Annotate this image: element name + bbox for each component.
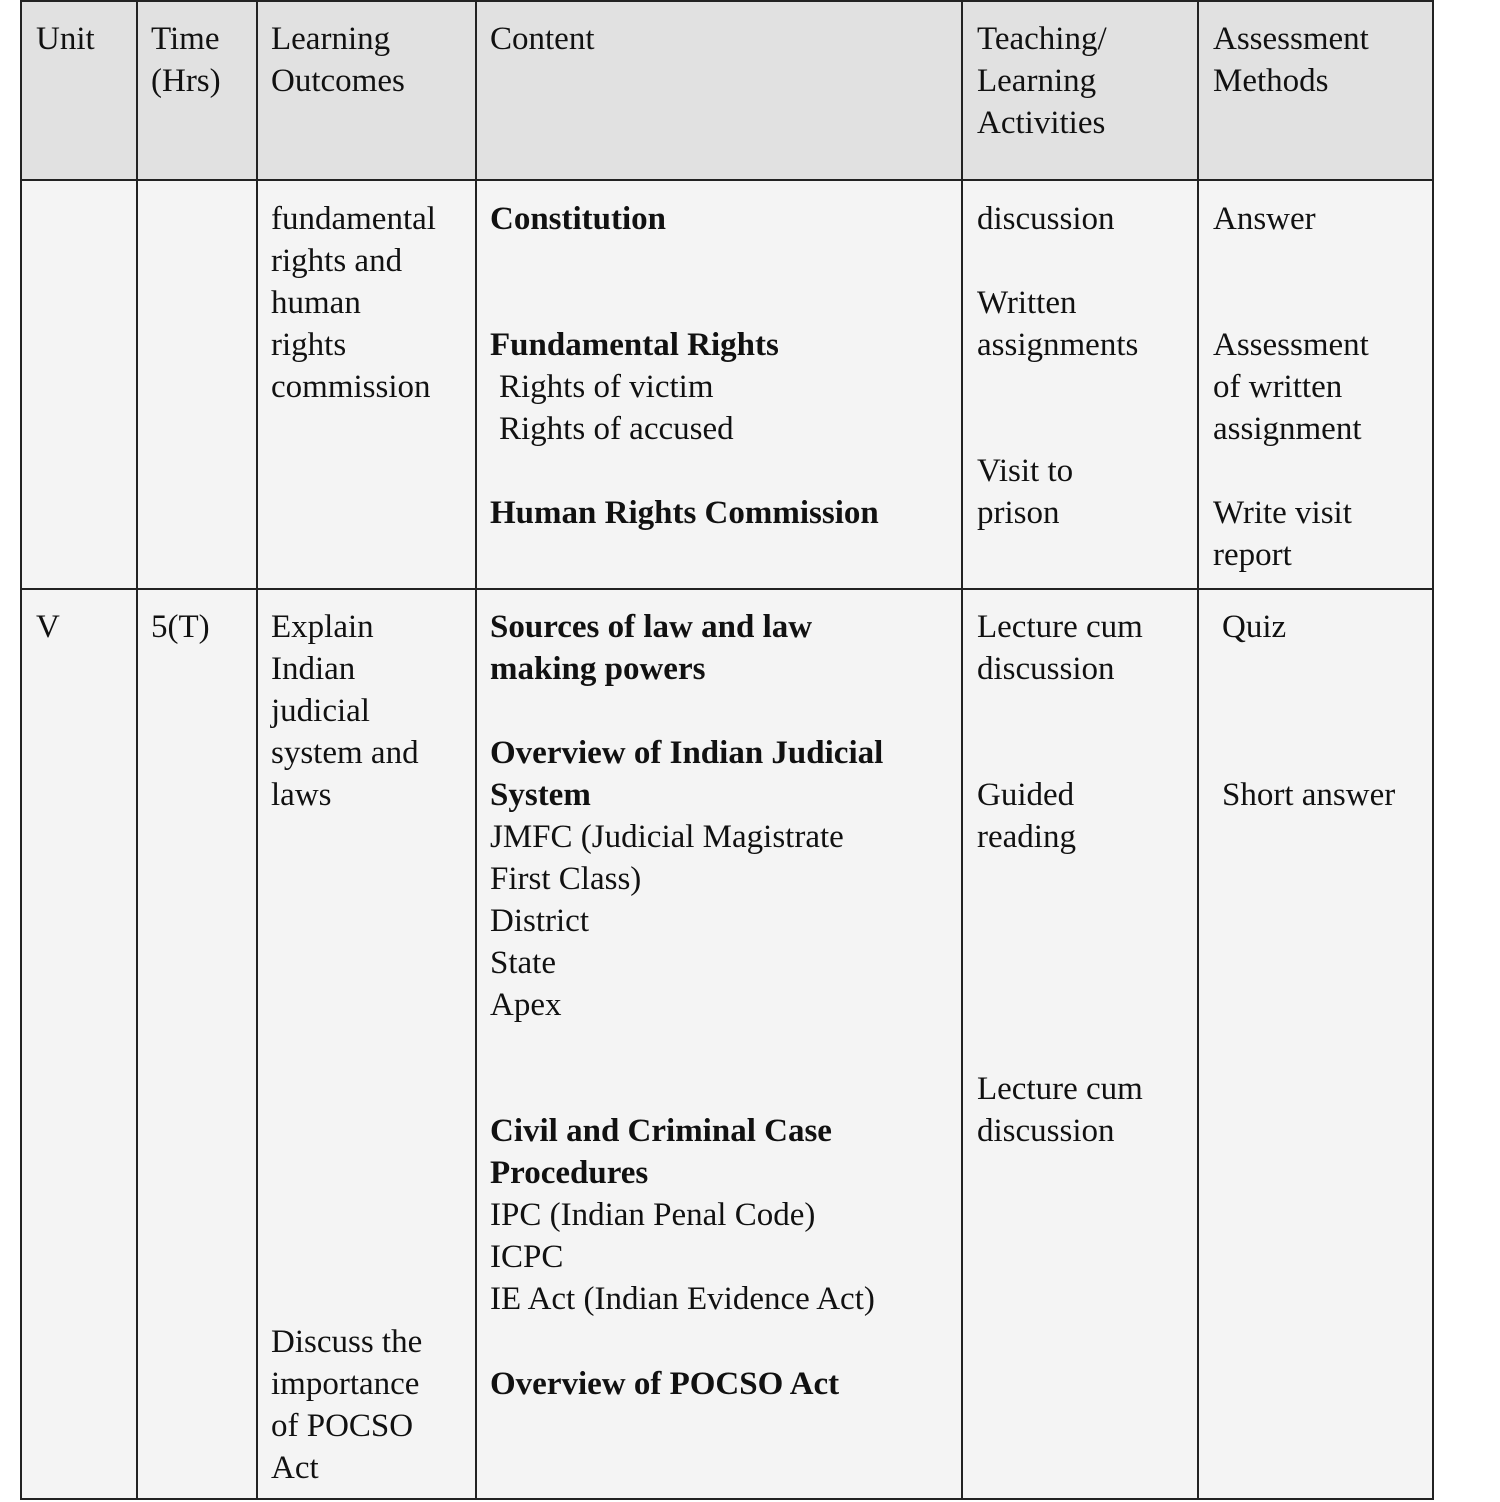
assessment-line: Assessment — [1213, 327, 1369, 363]
assessment-line: Quiz — [1222, 609, 1287, 645]
header-learning-outcomes — [271, 18, 405, 102]
outcome-line: human — [271, 285, 361, 321]
activity-line: Visit to — [977, 453, 1074, 489]
activity-line: discussion — [977, 651, 1115, 687]
header-activities-line: Learning — [977, 63, 1097, 99]
content-item: District — [490, 903, 589, 939]
header-activities-line: Teaching/ — [977, 21, 1107, 57]
row1-content-commission — [490, 492, 879, 534]
unit-value: V — [36, 609, 60, 645]
row1-activity-written — [977, 282, 1138, 366]
header-content — [490, 18, 595, 60]
activity-line: reading — [977, 819, 1076, 855]
row-divider — [22, 179, 1432, 181]
activity-line: Guided — [977, 777, 1075, 813]
row1-assessment-written — [1213, 324, 1369, 450]
activity-line: Lecture cum — [977, 1071, 1143, 1107]
assessment-line: assignment — [1213, 411, 1362, 447]
content-item: IE Act (Indian Evidence Act) — [490, 1281, 875, 1317]
column-divider — [961, 2, 963, 1498]
content-heading-judicial-system: System — [490, 777, 591, 813]
header-assessment-methods — [1213, 18, 1369, 102]
row1-learning-outcomes — [271, 198, 436, 408]
outcome-line: of POCSO — [271, 1408, 414, 1444]
header-time-line: Time — [151, 21, 220, 57]
outcome-line: commission — [271, 369, 431, 405]
row2-content-judicial — [490, 732, 883, 1026]
column-divider — [475, 2, 477, 1498]
row2-activity-lecture-2 — [977, 1068, 1143, 1152]
row-divider — [22, 588, 1432, 590]
outcome-line: Explain — [271, 609, 374, 645]
header-unit — [36, 18, 95, 60]
outcome-line: system and — [271, 735, 419, 771]
header-assessment-line: Assessment — [1213, 21, 1369, 57]
activity-line: assignments — [977, 327, 1139, 363]
column-divider — [136, 2, 138, 1498]
header-outcomes-line: Outcomes — [271, 63, 405, 99]
content-item: ICPC — [490, 1239, 564, 1275]
header-unit-text: Unit — [36, 21, 95, 57]
header-time-line: (Hrs) — [151, 63, 221, 99]
assessment-line: Answer — [1213, 201, 1316, 237]
header-outcomes-line: Learning — [271, 21, 391, 57]
outcome-line: Discuss the — [271, 1324, 423, 1360]
row2-activity-guided-reading — [977, 774, 1076, 858]
row1-content — [490, 198, 666, 240]
row1-content-rights — [490, 324, 779, 450]
content-item: JMFC (Judicial Magistrate — [490, 819, 844, 855]
content-heading-case-procedures: Civil and Criminal Case — [490, 1113, 832, 1149]
content-heading-constitution: Constitution — [490, 201, 667, 237]
assessment-line: of written — [1213, 369, 1343, 405]
row1-activity-discussion — [977, 198, 1115, 240]
content-heading-pocso: Overview of POCSO Act — [490, 1366, 840, 1402]
header-time — [151, 18, 221, 102]
row2-time — [151, 606, 210, 648]
time-value: 5(T) — [151, 609, 210, 645]
header-activities-line: Activities — [977, 105, 1106, 141]
content-heading-case-procedures: Procedures — [490, 1155, 649, 1191]
content-heading-human-rights-commission: Human Rights Commission — [490, 495, 879, 531]
content-item: Rights of accused — [499, 411, 734, 447]
activity-line: Lecture cum — [977, 609, 1143, 645]
row2-content-sources — [490, 606, 812, 690]
row2-activity-lecture — [977, 606, 1143, 690]
outcome-line: judicial — [271, 693, 370, 729]
syllabus-table — [20, 0, 1434, 1500]
header-teaching-activities — [977, 18, 1107, 144]
activity-line: prison — [977, 495, 1060, 531]
content-item: Rights of victim — [499, 369, 714, 405]
outcome-line: Act — [271, 1450, 319, 1486]
content-item: Apex — [490, 987, 562, 1023]
row2-assessment-short-answer — [1222, 774, 1395, 816]
outcome-line: rights — [271, 327, 347, 363]
row1-assessment-report — [1213, 492, 1352, 576]
activity-line: Written — [977, 285, 1077, 321]
outcome-line: rights and — [271, 243, 403, 279]
content-item: IPC (Indian Penal Code) — [490, 1197, 816, 1233]
assessment-line: report — [1213, 537, 1292, 573]
assessment-line: Write visit — [1213, 495, 1352, 531]
outcome-line: fundamental — [271, 201, 436, 237]
row2-outcome-explain — [271, 606, 419, 816]
row2-content-procedures — [490, 1110, 875, 1320]
outcome-line: importance — [271, 1366, 420, 1402]
assessment-line: Short answer — [1222, 777, 1396, 813]
header-assessment-line: Methods — [1213, 63, 1329, 99]
content-item: State — [490, 945, 556, 981]
content-heading-sources: Sources of law and law — [490, 609, 813, 645]
content-item: First Class) — [490, 861, 642, 897]
outcome-line: Indian — [271, 651, 356, 687]
row2-content-pocso — [490, 1363, 839, 1405]
outcome-line: laws — [271, 777, 332, 813]
activity-line: discussion — [977, 1113, 1115, 1149]
content-heading-judicial-system: Overview of Indian Judicial — [490, 735, 884, 771]
content-heading-sources: making powers — [490, 651, 706, 687]
content-heading-fundamental-rights: Fundamental Rights — [490, 327, 779, 363]
column-divider — [1197, 2, 1199, 1498]
row2-outcome-discuss — [271, 1321, 422, 1489]
row2-assessment-quiz — [1222, 606, 1286, 648]
column-divider — [256, 2, 258, 1498]
header-content-text: Content — [490, 21, 595, 57]
row1-activity-visit — [977, 450, 1073, 534]
activity-line: discussion — [977, 201, 1115, 237]
row1-assessment-answer — [1213, 198, 1316, 240]
row2-unit — [36, 606, 60, 648]
